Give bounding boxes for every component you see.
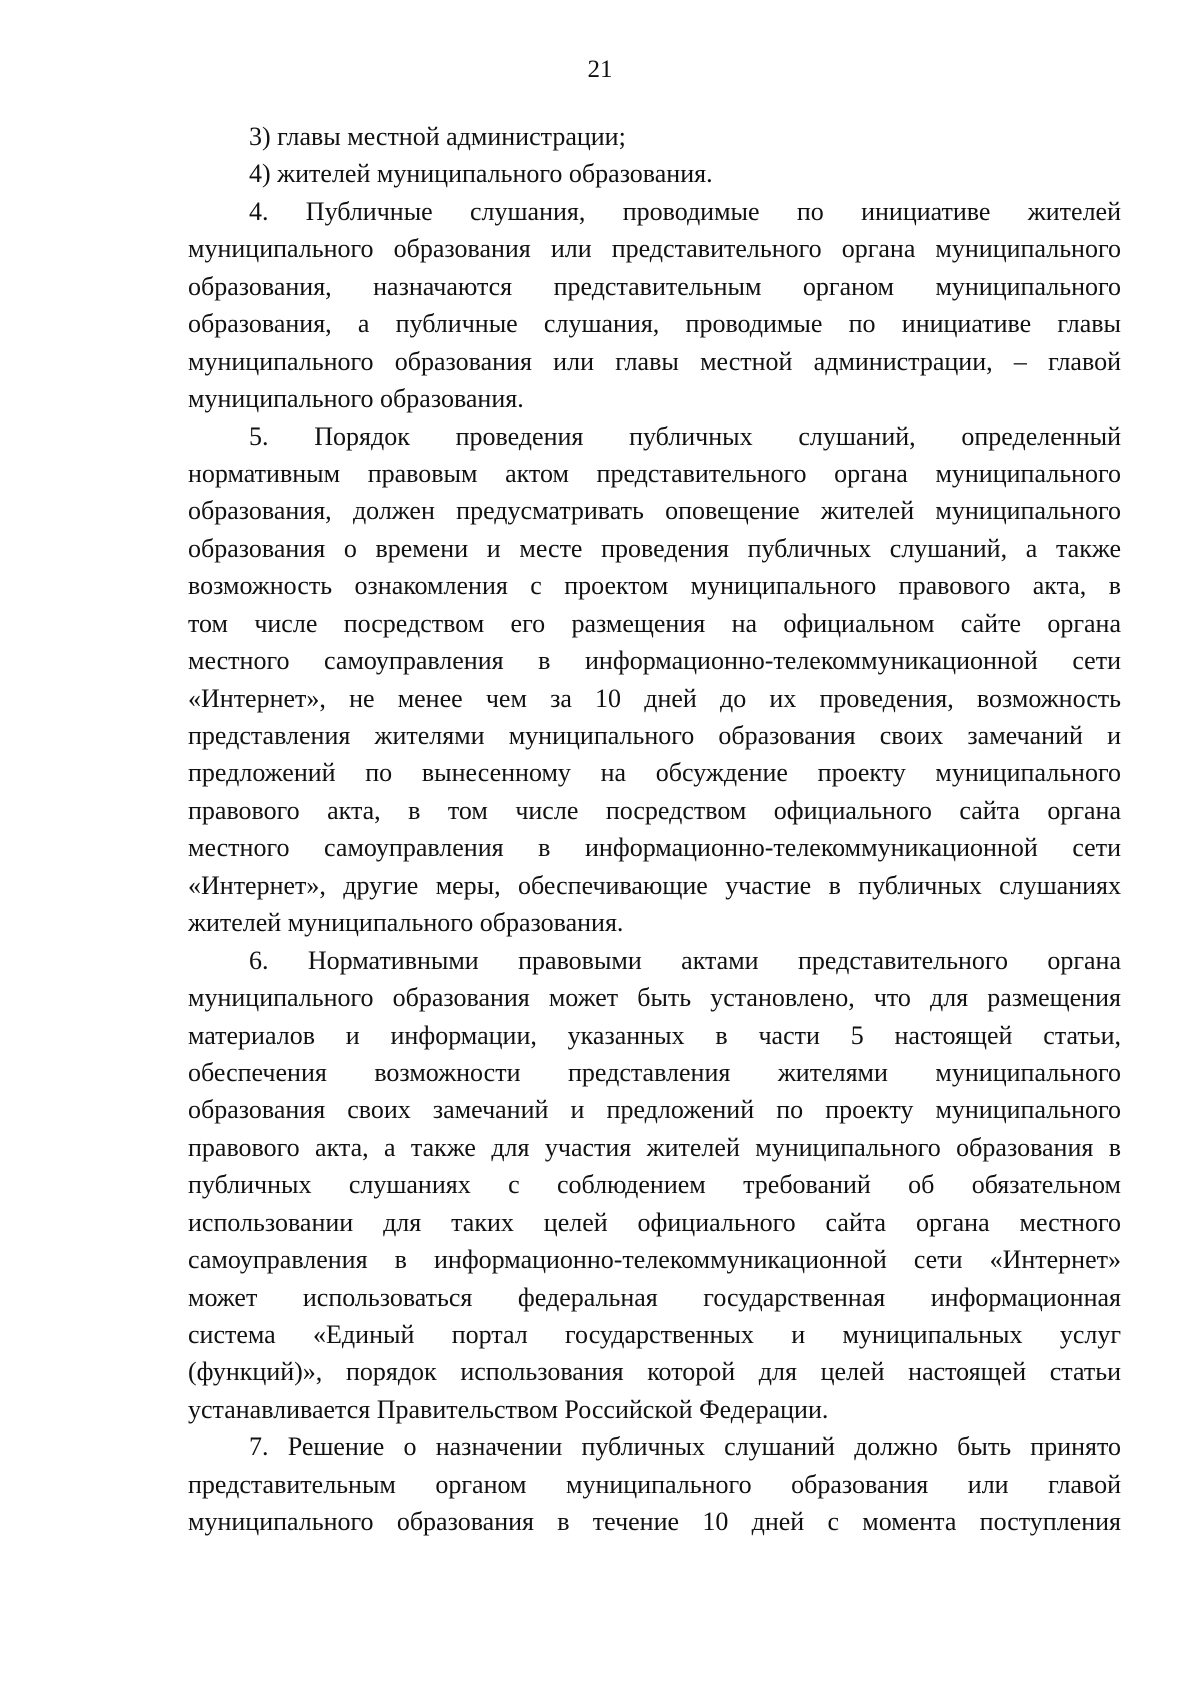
document-body — [188, 118, 1121, 1541]
text-line: 3) главы местной администрации; — [249, 122, 626, 151]
text-line: образования о времени и месте проведения публичных слушаний, а также — [188, 533, 1121, 563]
paragraph — [188, 418, 1121, 942]
text-line: муниципального образования в течение 10 дней с момента поступления — [188, 1507, 1121, 1537]
text-line: образования, назначаются представительным органом муниципального — [188, 271, 1121, 301]
text-line: 5. Порядок проведения публичных слушаний, определенный — [249, 421, 1121, 451]
text-line: жителей муниципального образования. — [188, 908, 624, 938]
page-number: 21 — [587, 56, 613, 83]
text-line: «Интернет», другие меры, обеспечивающие участие в публичных слушаниях — [188, 870, 1121, 900]
text-line: правового акта, а также для участия жителей муниципального образования в — [188, 1132, 1121, 1162]
paragraph — [188, 1428, 1121, 1540]
text-line: может использоваться федеральная государственная информационная — [188, 1282, 1121, 1312]
text-line: самоуправления в информационно-телекоммуникационной сети «Интернет» — [188, 1245, 1121, 1275]
text-line: устанавливается Правительством Российской Федерации. — [188, 1394, 829, 1424]
text-line: образования, а публичные слушания, проводимые по инициативе главы — [188, 309, 1121, 339]
text-line: образования своих замечаний и предложений по проекту муниципального — [188, 1095, 1121, 1125]
text-line: нормативным правовым актом представительного органа муниципального — [188, 458, 1121, 488]
text-line: муниципального образования может быть установлено, что для размещения — [188, 983, 1121, 1013]
text-line: муниципального образования или представительного органа муниципального — [188, 234, 1121, 264]
text-line: представления жителями муниципального образования своих замечаний и — [188, 721, 1121, 750]
text-line: 4. Публичные слушания, проводимые по инициативе жителей — [249, 196, 1121, 226]
text-line: муниципального образования или главы местной администрации, – главой — [188, 346, 1121, 376]
text-line: (функций)», порядок использования которой для целей настоящей статьи — [188, 1357, 1121, 1387]
text-line: 4) жителей муниципального образования. — [249, 159, 713, 189]
text-line: публичных слушаниях с соблюдением требований об обязательном — [188, 1170, 1121, 1200]
text-line: муниципального образования. — [188, 384, 524, 414]
text-line: система «Единый портал государственных и муниципальных услуг — [188, 1320, 1121, 1349]
text-line: возможность ознакомления с проектом муниципального правового акта, в — [188, 571, 1121, 601]
text-line: 6. Нормативными правовыми актами представительного органа — [249, 945, 1121, 975]
text-line: представительным органом муниципального образования или главой — [188, 1469, 1121, 1499]
text-line: правового акта, в том числе посредством официального сайта органа — [188, 795, 1121, 825]
text-line: обеспечения возможности представления жителями муниципального — [188, 1057, 1121, 1087]
text-line: предложений по вынесенному на обсуждение проекту муниципального — [188, 758, 1121, 788]
paragraph — [188, 193, 1121, 418]
paragraph — [188, 118, 1121, 155]
paragraph — [188, 155, 1121, 192]
text-line: местного самоуправления в информационно-телекоммуникационной сети — [188, 646, 1121, 676]
text-line: материалов и информации, указанных в части 5 настоящей статьи, — [188, 1020, 1121, 1050]
text-line: использовании для таких целей официального сайта органа местного — [188, 1207, 1121, 1237]
text-line: том числе посредством его размещения на официальном сайте органа — [188, 608, 1121, 638]
paragraph — [188, 942, 1121, 1429]
text-line: «Интернет», не менее чем за 10 дней до их проведения, возможность — [188, 683, 1121, 713]
text-line: 7. Решение о назначении публичных слушаний должно быть принято — [249, 1432, 1121, 1462]
text-line: образования, должен предусматривать оповещение жителей муниципального — [188, 496, 1121, 526]
text-line: местного самоуправления в информационно-телекоммуникационной сети — [188, 833, 1121, 863]
